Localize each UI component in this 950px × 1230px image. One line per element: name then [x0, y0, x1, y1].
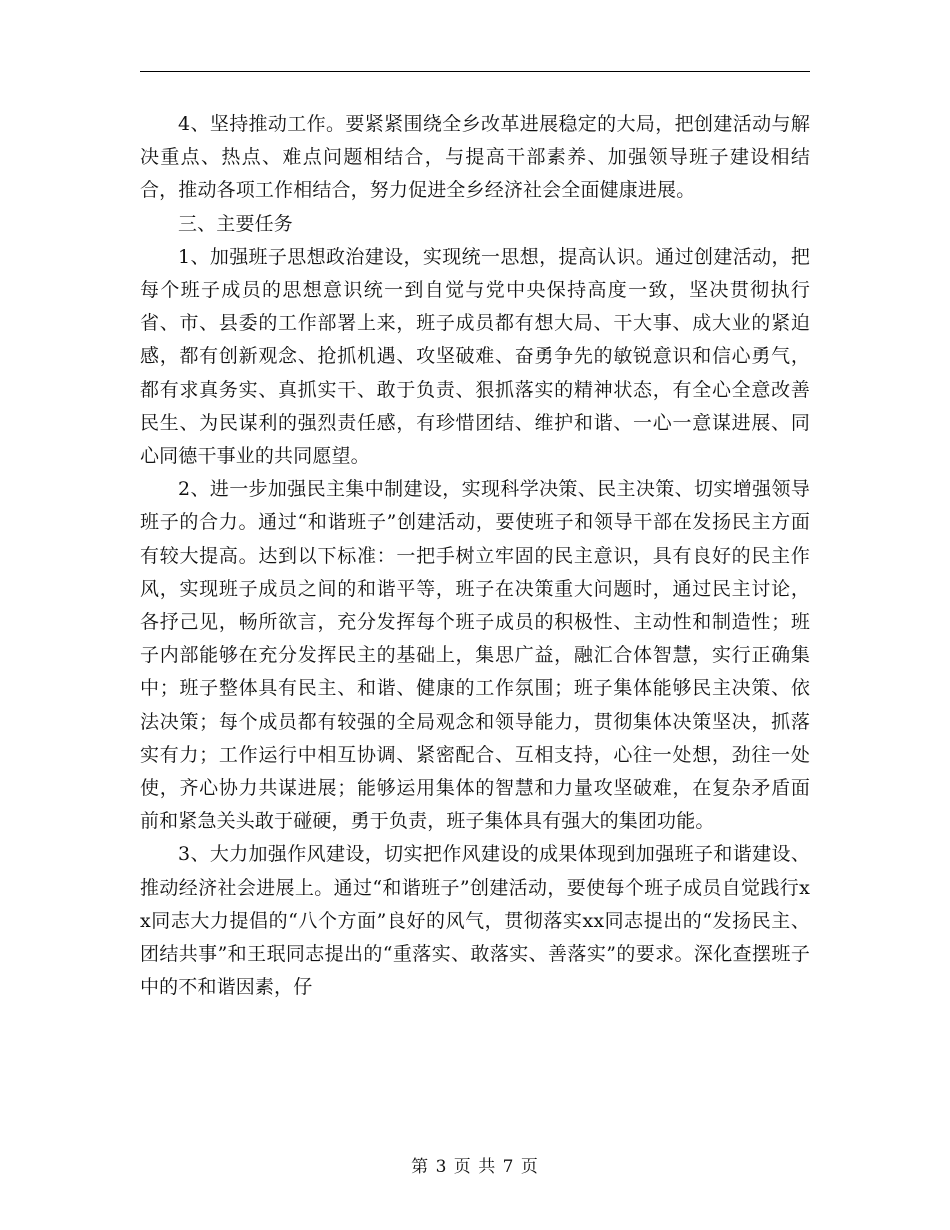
section-heading: 三、主要任务 [178, 212, 293, 235]
page-number-footer: 第 3 页 共 7 页 [411, 1157, 539, 1177]
header-rule [140, 71, 810, 72]
document-body [140, 108, 810, 1004]
paragraph-1: 4、坚持推动工作。要紧紧围绕全乡改革进展稳定的大局，把创建活动与解决重点、热点、难点问题相结合，与提高干部素养、加强领导班子建设相结合，推动各项工作相结合，努力促进全乡经济社会全面健康进展。 [140, 113, 810, 202]
paragraph-3: 2、进一步加强民主集中制建设，实现科学决策、民主决策、切实增强领导班子的合力。通过“和谐班子”创建活动，要使班子和领导干部在发扬民主方面有较大提高。达到以下标准：一把手树立牢固的民主意识，具有良好的民主作风，实现班子成员之间的和谐平等，班子在决策重大问题时，通过民主讨论，各抒己见，畅所欲言，充分发挥每个班子成员的积极性、主动性和制造性；班子内部能够在充分发挥民主的基础上，集思广益，融汇合体智慧，实行正确集中；班子整体具有民主、和谐、健康的工作氛围；班子集体能够民主决策、依法决策；每个成员都有较强的全局观念和领导能力，贯彻集体决策坚决，抓落实有力；工作运行中相互协调、紧密配合、互相支持，心往一处想，劲往一处使，齐心协力共谋进展；能够运用集体的智慧和力量攻坚破难，在复杂矛盾面前和紧急关头敢于碰硬，勇于负责，班子集体具有强大的集团功能。 [140, 478, 810, 833]
paragraph-2: 1、加强班子思想政治建设，实现统一思想，提高认识。通过创建活动，把每个班子成员的思想意识统一到自觉与党中央保持高度一致，坚决贯彻执行省、市、县委的工作部署上来，班子成员都有想大局、干大事、成大业的紧迫感，都有创新观念、抢抓机遇、攻坚破难、奋勇争先的敏锐意识和信心勇气，都有求真务实、真抓实干、敢于负责、狠抓落实的精神状态，有全心全意改善民生、为民谋利的强烈责任感，有珍惜团结、维护和谐、一心一意谋进展、同心同德干事业的共同愿望。 [140, 245, 810, 468]
paragraph-4: 3、大力加强作风建设，切实把作风建设的成果体现到加强班子和谐建设、推动经济社会进展上。通过“和谐班子”创建活动，要使每个班子成员自觉践行xx同志大力提倡的“八个方面”良好的风气，贯彻落实xx同志提出的“发扬民主、团结共事”和王珉同志提出的“重落实、敢落实、善落实”的要求。深化查摆班子中的不和谐因素，仔 [140, 843, 810, 999]
